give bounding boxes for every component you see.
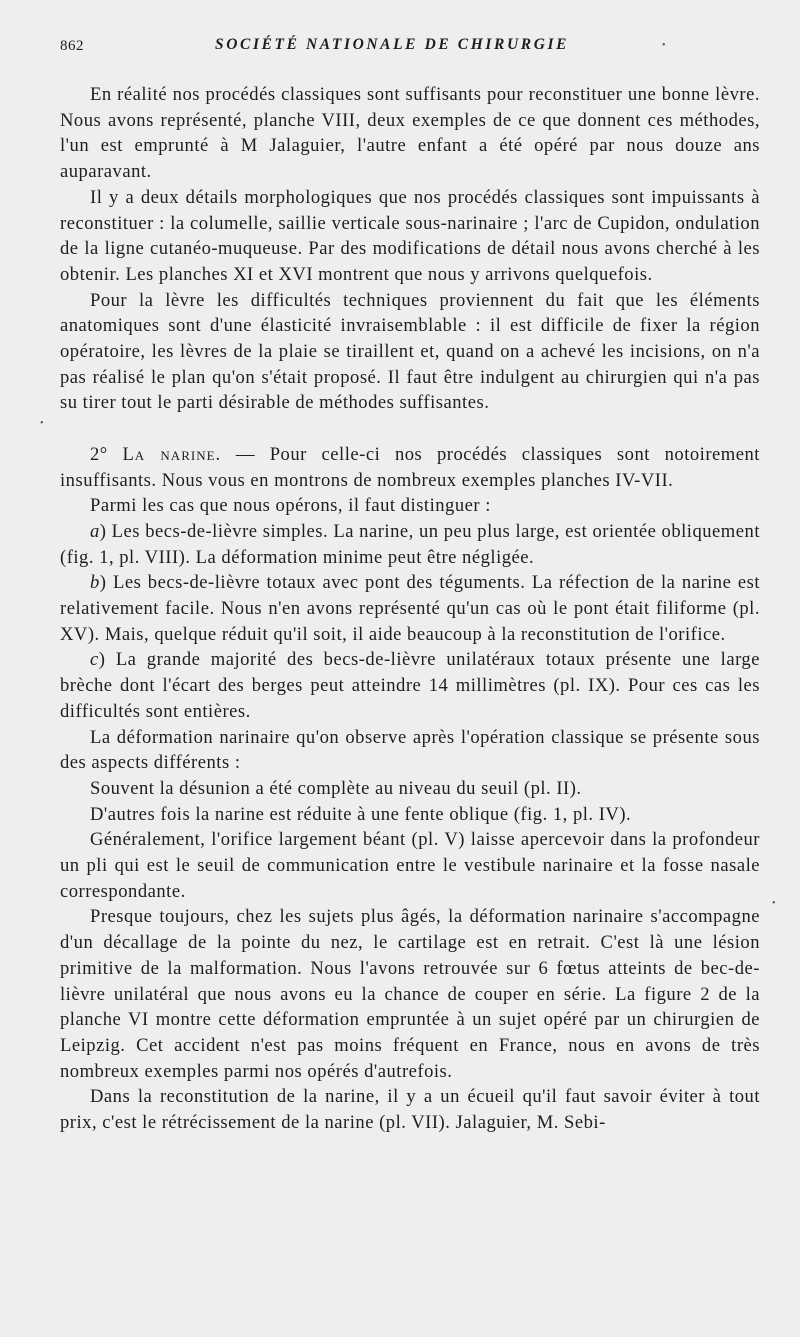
paragraph-text: — Pour celle-ci nos procédés classiques sont notoirement insuffisants. Nous vous en montrons de nombreux exemples planches IV-VII.: [60, 443, 760, 491]
stray-mark: •: [40, 418, 44, 429]
paragraph: Il y a deux détails morphologiques que nos procédés classiques sont impuissants à reconstituer : la columelle, saillie verticale sous-narinaire ; l'arc de Cupidon, ondulation de la ligne cutanéo-muqueuse. Par des modifications de détail nous avons cherché à les obtenir. Les planches XI et XVI montrent que nous y arrivons quelquefois.: [60, 186, 760, 285]
paragraph: Dans la reconstitution de la narine, il y a un écueil qu'il faut savoir éviter à tout prix, c'est le rétrécissement de la narine (pl. VII). Jalaguier, M. Sebi-: [60, 1086, 760, 1134]
page-header: [60, 34, 760, 62]
list-item-text: ) La grande majorité des becs-de-lièvre unilatéraux totaux présente une large brèche dont l'écart des berges peut atteindre 14 millimètres (pl. IX). Pour ces cas les difficultés sont entières.: [60, 649, 760, 722]
list-item-b: [60, 570, 760, 647]
list-item-text: ) Les becs-de-lièvre totaux avec pont des téguments. La réfection de la narine est relativement facile. Nous n'en avons représenté qu'un cas où le pont était filiforme (pl. XV). Mais, quelque réduit qu'il soit, il aide beaucoup à la reconstitution de l'orifice.: [60, 572, 760, 645]
list-marker: c: [90, 649, 99, 671]
running-title: SOCIÉTÉ NATIONALE DE CHIRURGIE: [215, 36, 570, 53]
paragraph: Pour la lèvre les difficultés techniques proviennent du fait que les éléments anatomiques sont d'une élasticité invraisemblable : il est difficile de fixer la région opératoire, les lèvres de la plaie se tiraillent et, quand on a achevé les incisions, on n'a pas réalisé le plan qu'on s'était proposé. Il faut être indulgent au chirurgien qui n'a pas su tirer tout le parti désirable de méthodes suffisantes.: [60, 289, 760, 414]
list-marker: b: [90, 572, 100, 594]
section-paragraph-narine: [60, 442, 760, 493]
list-item-text: ) Les becs-de-lièvre simples. La narine, un peu plus large, est orientée obliquement (fig. 1, pl. VIII). La déformation minime peut être négligée.: [60, 520, 760, 568]
section-number: 2°: [90, 443, 108, 465]
paragraph: Presque toujours, chez les sujets plus âgés, la déformation narinaire s'accompagne d'un décallage de la pointe du nez, le cartilage est en retrait. C'est là une lésion primitive de la malformation. Nous l'avons retrouvée sur 6 fœtus atteints de bec-de-lièvre unilatéral que nous avons eu la chance de couper en série. La figure 2 de la planche VI montre cette déformation empruntée à un sujet opéré par un chirurgien de Leipzig. Cet accident n'est pas moins fréquent en France, nous en avons de très nombreux exemples parmi nos opérés d'autrefois.: [60, 906, 760, 1082]
paragraph: En réalité nos procédés classiques sont suffisants pour reconstituer une bonne lèvre. Nous avons représenté, planche VIII, deux exemples de ce que donnent ces méthodes, l'un est emprunté à M Jalaguier, l'autre enfant a été opéré par nous douze ans auparavant.: [60, 84, 760, 183]
stray-mark: •: [662, 40, 666, 51]
stray-mark: •: [772, 898, 776, 909]
body-text: [60, 82, 760, 1136]
paragraph: La déformation narinaire qu'on observe après l'opération classique se présente sous des aspects différents :: [60, 726, 760, 774]
paragraph: D'autres fois la narine est réduite à une fente oblique (fig. 1, pl. IV).: [90, 803, 632, 825]
paragraph: Parmi les cas que nous opérons, il faut distinguer :: [90, 495, 491, 517]
paragraph: Souvent la désunion a été complète au niveau du seuil (pl. II).: [90, 777, 582, 799]
section-heading: La narine.: [122, 443, 222, 465]
list-item-c: [60, 647, 760, 724]
page-number: 862: [60, 38, 84, 54]
paragraph: Généralement, l'orifice largement béant (pl. V) laisse apercevoir dans la profondeur un pli qui est le seuil de communication entre le vestibule narinaire et la fosse nasale correspondante.: [60, 829, 760, 902]
list-item-a: [60, 519, 760, 570]
list-marker: a: [90, 520, 100, 542]
